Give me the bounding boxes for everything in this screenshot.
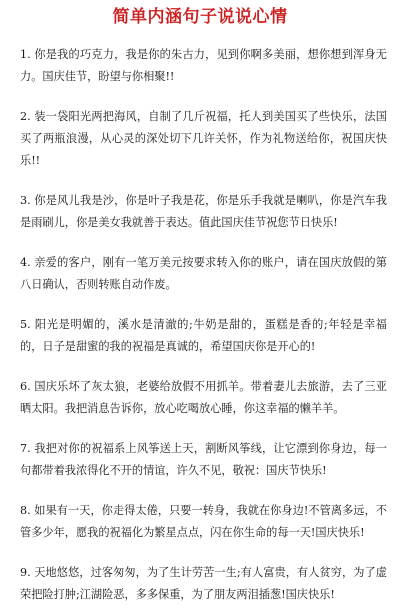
article-title: 简单内涵句子说说心情 — [112, 7, 288, 27]
list-item: 1. 你是我的巧克力，我是你的朱古力，见到你啊多美丽，想你想到浑身无力。国庆佳节，盼望与你相聚!! — [20, 48, 387, 83]
list-item: 9. 天地悠悠，过客匆匆，为了生计劳苦一生;有人富贵，有人贫穷，为了虚荣把险打肿;江湖险恶，多多保重，为了朋友两泪插葱!国庆快乐! — [20, 566, 387, 601]
list-item: 2. 装一袋阳光两把海风，自制了几斤祝福，托人到美国买了些快乐，法国买了两瓶浪漫，从心灵的深处切下几许关怀，作为礼物送给你，祝国庆快乐!! — [20, 110, 387, 167]
list-item: 6. 国庆乐坏了灰太狼，老婆给放假不用抓羊。带着妻儿去旅游，去了三亚晒太阳。我把消息告诉你，放心吃喝放心睡，你这幸福的懒羊羊。 — [20, 380, 387, 415]
list-item: 3. 你是风儿我是沙，你是叶子我是花，你是乐手我就是喇叭，你是汽车我是雨刷儿，你是美女我就善于表达。值此国庆佳节祝您节日快乐! — [20, 194, 387, 229]
list-item: 8. 如果有一天，你走得太倦，只要一转身，我就在你身边!不管离多远，不管多少年，愿我的祝福化为繁星点点，闪在你生命的每一天!国庆快乐! — [20, 504, 387, 539]
list-item: 4. 亲爱的客户，刚有一笔万美元按要求转入你的账户，请在国庆放假的第八日确认，否则转账自动作废。 — [20, 256, 387, 291]
list-item: 7. 我把对你的祝福系上风筝送上天，割断风筝线，让它漂到你身边，每一句都带着我浓得化不开的情谊，许久不见，敬祝：国庆节快乐! — [20, 442, 387, 477]
list-item: 5. 阳光是明媚的，溪水是清澈的;牛奶是甜的，蛋糕是香的;年轻是幸福的，日子是甜蜜的我的祝福是真诚的，希望国庆你是开心的! — [20, 318, 387, 353]
sentence-list — [20, 44, 387, 606]
